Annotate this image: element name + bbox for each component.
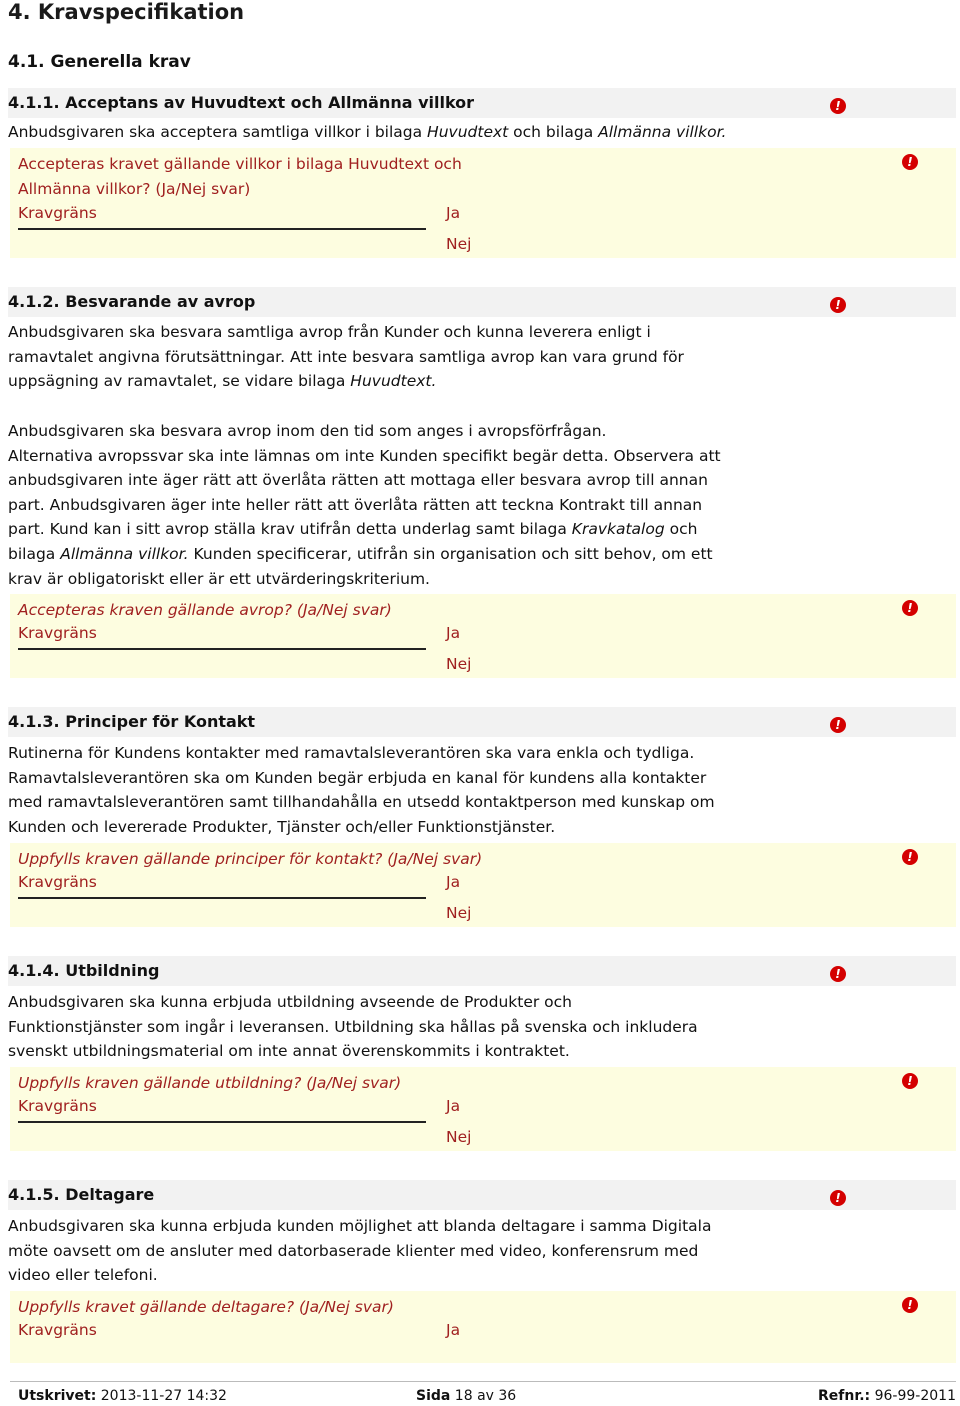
kravgrans-label: Kravgräns [18, 1321, 97, 1339]
warning-icon: ! [830, 297, 846, 313]
question-text: Accepteras kraven gällande avrop? (Ja/Nej svar) [18, 601, 392, 619]
kravgrans-line [18, 648, 426, 650]
section-title: 4.1.5. Deltagare [8, 1185, 155, 1204]
kravgrans-label: Kravgräns [18, 1097, 97, 1115]
question-text: Uppfylls kravet gällande deltagare? (Ja/Nej svar) [18, 1298, 394, 1316]
subheading: 4.1. Generella krav [8, 52, 191, 72]
kravgrans-label: Kravgräns [18, 204, 97, 222]
kravgrans-line [18, 228, 426, 230]
warning-icon: ! [902, 1073, 918, 1089]
question-box [10, 1067, 956, 1151]
option-ja[interactable]: Ja [446, 873, 461, 891]
option-ja[interactable]: Ja [446, 624, 461, 642]
section-title: 4.1.2. Besvarande av avrop [8, 292, 256, 311]
warning-icon: ! [902, 849, 918, 865]
warning-icon: ! [830, 966, 846, 982]
section-text: Anbudsgivaren ska besvara avrop inom den tid som anges i avropsförfrågan. Alternativa avropssvar ska inte lämnas om inte Kunden specifikt begär detta. Observera att anbudsgivaren inte äger rätt att överlåta rätten att mottaga eller besvara avrop till annan part. Anbudsgivaren äger inte heller rätt att överlåta rätten att teckna Kontrakt till annan part. Kund kan i sitt avrop ställa krav utifrån detta underlag samt bilaga Kravkatalog och bilaga Allmänna villkor. Kunden specificerar, utifrån sin organisation och sitt behov, om ett krav är obligatoriskt eller är ett utvärderingskriterium. [8, 422, 721, 588]
warning-icon: ! [902, 600, 918, 616]
section-heading-4-1-5 [8, 1180, 956, 1210]
section-text: Anbudsgivaren ska kunna erbjuda kunden möjlighet att blanda deltagare i samma Digitala möte oavsett om de ansluter med datorbaserade klienter med video, konferensrum med video eller telefoni. [8, 1217, 712, 1285]
section-text: Anbudsgivaren ska kunna erbjuda utbildning avseende de Produkter och Funktionstjänster som ingår i leveransen. Utbildning ska hållas på svenska och inkludera svenskt utbildningsmaterial om inte annat överenskommits i kontraktet. [8, 993, 698, 1061]
question-text: Accepteras kravet gällande villkor i bilaga Huvudtext och Allmänna villkor? (Ja/Nej svar) [18, 155, 462, 198]
kravgrans-line [18, 897, 426, 899]
question-box [10, 843, 956, 927]
warning-icon: ! [902, 154, 918, 170]
section-text: Rutinerna för Kundens kontakter med ramavtalsleverantören ska vara enkla och tydliga. Ramavtalsleverantören ska om Kunden begär erbjuda en kanal för kundens alla kontakter med ramavtalsleverantören samt tillhandahålla en utsedd kontaktperson med kunskap om Kunden och levererade Produkter, Tjänster och/eller Funktionstjänster. [8, 744, 715, 836]
option-nej[interactable]: Nej [446, 1128, 472, 1146]
section-heading-4-1-4 [8, 956, 956, 986]
warning-icon: ! [830, 1190, 846, 1206]
section-text: Anbudsgivaren ska acceptera samtliga villkor i bilaga Huvudtext och bilaga Allmänna villkor. [8, 123, 727, 141]
section-text: Anbudsgivaren ska besvara samtliga avrop från Kunder och kunna leverera enligt i ramavtalet angivna förutsättningar. Att inte besvara samtliga avrop kan vara grund för uppsägning av ramavtalet, se vidare bilaga Huvudtext. [8, 323, 684, 391]
warning-icon: ! [830, 717, 846, 733]
question-text: Uppfylls kraven gällande utbildning? (Ja/Nej svar) [18, 1074, 402, 1092]
kravgrans-label: Kravgräns [18, 873, 97, 891]
printed-date: Utskrivet: 2013-11-27 14:32 [18, 1388, 227, 1404]
footer-divider [10, 1381, 956, 1382]
question-box [10, 594, 956, 678]
warning-icon: ! [902, 1297, 918, 1313]
section-title: 4.1.4. Utbildning [8, 961, 160, 980]
section-heading-4-1-3 [8, 707, 956, 737]
option-ja[interactable]: Ja [446, 1097, 461, 1115]
section-title: 4.1.1. Acceptans av Huvudtext och Allmänna villkor [8, 93, 475, 112]
page-heading: 4. Kravspecifikation [8, 0, 245, 24]
section-heading-4-1-1 [8, 88, 956, 118]
section-heading-4-1-2 [8, 287, 956, 317]
kravgrans-label: Kravgräns [18, 624, 97, 642]
section-title: 4.1.3. Principer för Kontakt [8, 712, 256, 731]
option-nej[interactable]: Nej [446, 655, 472, 673]
option-nej[interactable]: Nej [446, 235, 472, 253]
question-text: Uppfylls kraven gällande principer för kontakt? (Ja/Nej svar) [18, 850, 483, 868]
option-ja[interactable]: Ja [446, 1321, 461, 1339]
page-number: Sida 18 av 36 [416, 1388, 517, 1404]
option-ja[interactable]: Ja [446, 204, 461, 222]
question-box [10, 148, 956, 258]
kravgrans-line [18, 1121, 426, 1123]
option-nej[interactable]: Nej [446, 904, 472, 922]
question-box [10, 1291, 956, 1363]
reference-number: Refnr.: 96-99-2011 [818, 1388, 956, 1404]
warning-icon: ! [830, 98, 846, 114]
